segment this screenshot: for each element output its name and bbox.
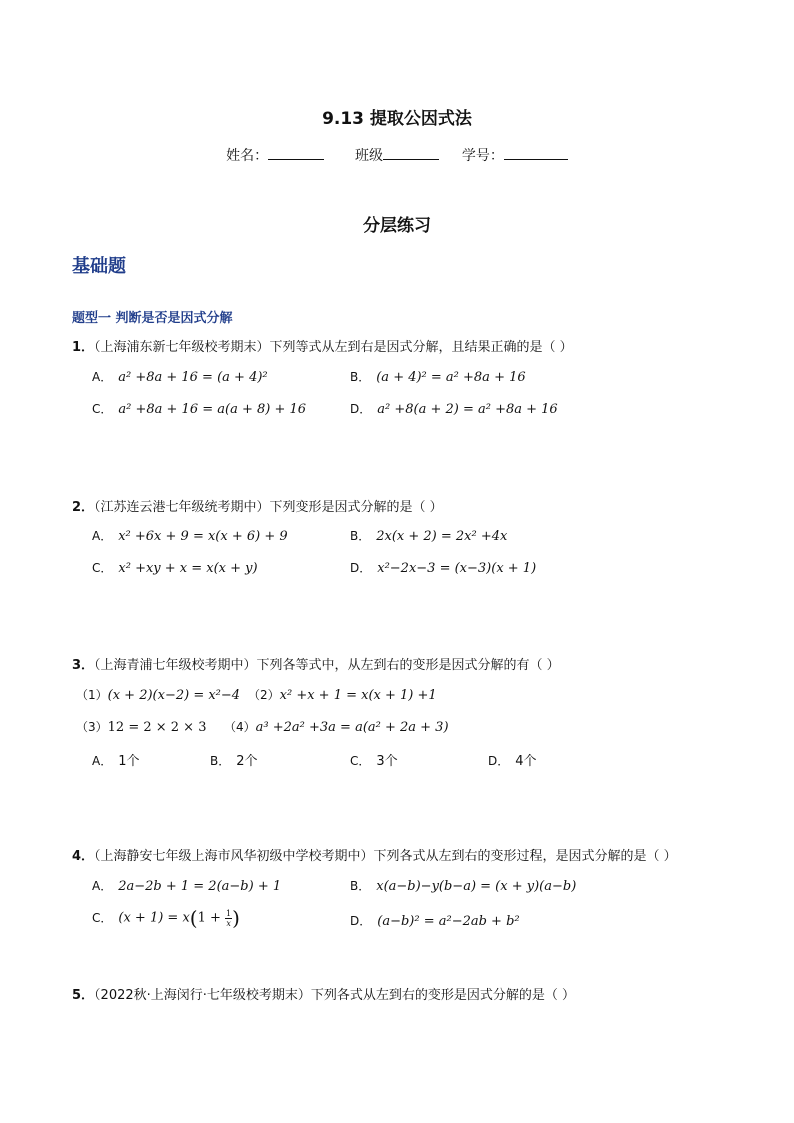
name-blank[interactable] — [268, 144, 324, 160]
question-number: 4． — [72, 849, 95, 864]
name-label: 姓名： — [226, 148, 269, 164]
section-title: 分层练习 — [363, 216, 431, 236]
q2-option-b[interactable]: B． 2x(x + 2) = 2x² +4x — [350, 529, 508, 544]
question-4 — [72, 845, 677, 864]
question-2 — [72, 496, 443, 515]
question-text: （上海青浦七年级校考期中）下列各等式中，从左到右的变形是因式分解的有（ ） — [94, 658, 560, 673]
id-blank[interactable] — [504, 144, 568, 160]
question-number: 5． — [72, 988, 95, 1003]
q3-option-b[interactable]: B． 2个 — [210, 754, 258, 769]
question-5 — [72, 984, 575, 1003]
id-label: 学号： — [461, 148, 504, 164]
fraction: $\frac{1}{x}$ — [226, 908, 232, 928]
question-text: （上海浦东新七年级校考期末）下列等式从左到右是因式分解，且结果正确的是（ ） — [94, 340, 573, 355]
student-info-line — [0, 144, 794, 165]
q4-option-b[interactable]: B． x(a−b)−y(b−a) = (x + y)(a−b) — [350, 879, 577, 894]
q1-option-b[interactable]: B． (a + 4)² = a² +8a + 16 — [350, 370, 526, 385]
q2-option-a[interactable]: A． x² +6x + 9 = x(x + 6) + 9 — [92, 529, 288, 544]
q1-option-c[interactable]: C． a² +8a + 16 = a(a + 8) + 16 — [92, 402, 307, 417]
q3-option-d[interactable]: D． 4个 — [488, 754, 537, 769]
question-text: （上海静安七年级上海市风华初级中学校考期中）下列各式从左到右的变形过程，是因式分解的是（ ） — [94, 849, 677, 864]
question-1 — [72, 336, 573, 355]
question-text: （江苏连云港七年级统考期中）下列变形是因式分解的是（ ） — [94, 500, 443, 515]
q3-item-2: （2）x² +x + 1 = x(x + 1) +1 — [248, 688, 437, 703]
class-label: 班级 — [355, 148, 383, 164]
question-number: 1． — [72, 340, 95, 355]
q4-option-c[interactable]: C． (x + 1) = x(1 + $\frac{1}{x}$ ) — [92, 906, 240, 930]
q4-option-a[interactable]: A． 2a−2b + 1 = 2(a−b) + 1 — [92, 879, 282, 894]
q2-option-d[interactable]: D． x²−2x−3 = (x−3)(x + 1) — [350, 561, 537, 576]
class-blank[interactable] — [383, 144, 439, 160]
question-3 — [72, 654, 560, 673]
question-number: 2． — [72, 500, 95, 515]
q4-option-d[interactable]: D． (a−b)² = a²−2ab + b² — [350, 914, 520, 929]
question-number: 3． — [72, 658, 95, 673]
question-type-title: 题型一 判断是否是因式分解 — [72, 311, 233, 326]
question-text: （2022秋·上海闵行·七年级校考期末）下列各式从左到右的变形是因式分解的是（ ） — [94, 988, 576, 1003]
q3-item-1: （1）(x + 2)(x−2) = x²−4 — [76, 688, 241, 703]
q3-item-4: （4）a³ +2a² +3a = a(a² + 2a + 3) — [224, 720, 449, 735]
q2-option-c[interactable]: C． x² +xy + x = x(x + y) — [92, 561, 258, 576]
q3-option-a[interactable]: A． 1个 — [92, 754, 140, 769]
q3-option-c[interactable]: C． 3个 — [350, 754, 398, 769]
q3-item-3: （3）12 = 2 × 2 × 3 — [76, 720, 207, 735]
q1-option-d[interactable]: D． a² +8(a + 2) = a² +8a + 16 — [350, 402, 558, 417]
page-title: 9.13 提取公因式法 — [322, 109, 472, 129]
level-title: 基础题 — [72, 256, 126, 277]
q1-option-a[interactable]: A． a² +8a + 16 = (a + 4)² — [92, 370, 268, 385]
